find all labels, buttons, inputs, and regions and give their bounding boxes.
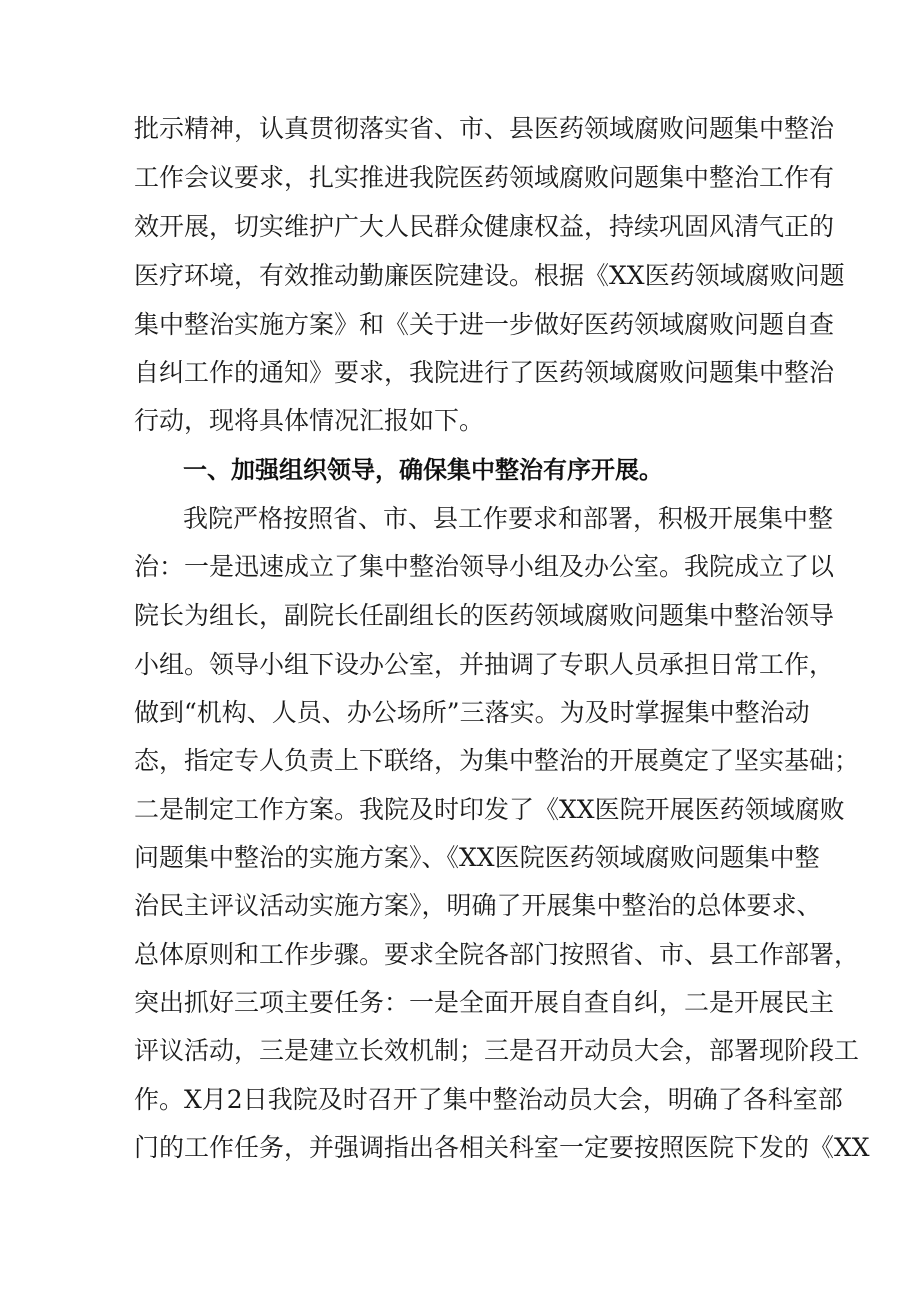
body-line-6: 态，指定专人负责上下联络，为集中整治的开展奠定了坚实基础； — [134, 746, 860, 775]
body-line-5: 做到“机构、人员、办公场所”三落实。为及时掌握集中整治动 — [134, 698, 810, 727]
body-line-4: 小组。领导小组下设办公室，并抽调了专职人员承担日常工作， — [134, 650, 835, 679]
intro-line-3: 效开展，切实维护广大人民群众健康权益，持续巩固风清气正的 — [134, 212, 835, 241]
body-line-7: 二是制定工作方案。我院及时印发了《XX医院开展医药领域腐败 — [134, 795, 845, 824]
body-line-11: 突出抓好三项主要任务：一是全面开展自查自纠，二是开展民主 — [134, 988, 835, 1017]
body-line-2: 治：一是迅速成立了集中整治领导小组及办公室。我院成立了以 — [134, 552, 835, 581]
body-line-13: 作。X月2日我院及时召开了集中整治动员大会，明确了各科室部 — [134, 1085, 843, 1114]
intro-line-4: 医疗环境，有效推动勤廉医院建设。根据《XX医药领域腐败问题 — [134, 261, 845, 290]
body-line-14: 门的工作任务，并强调指出各相关科室一定要按照医院下发的《XX — [134, 1133, 870, 1162]
section-heading: 一、加强组织领导，确保集中整治有序开展。 — [183, 456, 663, 484]
body-line-10: 总体原则和工作步骤。要求全院各部门按照省、市、县工作部署， — [134, 940, 860, 969]
intro-line-2: 工作会议要求，扎实推进我院医药领域腐败问题集中整治工作有 — [134, 163, 835, 192]
body-line-12: 评议活动，三是建立长效机制；三是召开动员大会，部署现阶段工 — [134, 1036, 860, 1065]
body-line-3: 院长为组长，副院长任副组长的医药领域腐败问题集中整治领导 — [134, 601, 835, 630]
body-line-8: 问题集中整治的实施方案》、《XX医院医药领域腐败问题集中整 — [134, 843, 820, 872]
intro-line-6: 自纠工作的通知》要求，我院进行了医药领域腐败问题集中整治 — [134, 358, 835, 387]
intro-line-5: 集中整治实施方案》和《关于进一步做好医药领域腐败问题自查 — [134, 310, 835, 339]
body-line-9: 治民主评议活动实施方案》，明确了开展集中整治的总体要求、 — [134, 891, 822, 920]
intro-line-1: 批示精神，认真贯彻落实省、市、县医药领域腐败问题集中整治 — [134, 114, 835, 143]
intro-line-7: 行动，现将具体情况汇报如下。 — [134, 406, 485, 435]
body-line-1: 我院严格按照省、市、县工作要求和部署，积极开展集中整 — [183, 504, 834, 533]
